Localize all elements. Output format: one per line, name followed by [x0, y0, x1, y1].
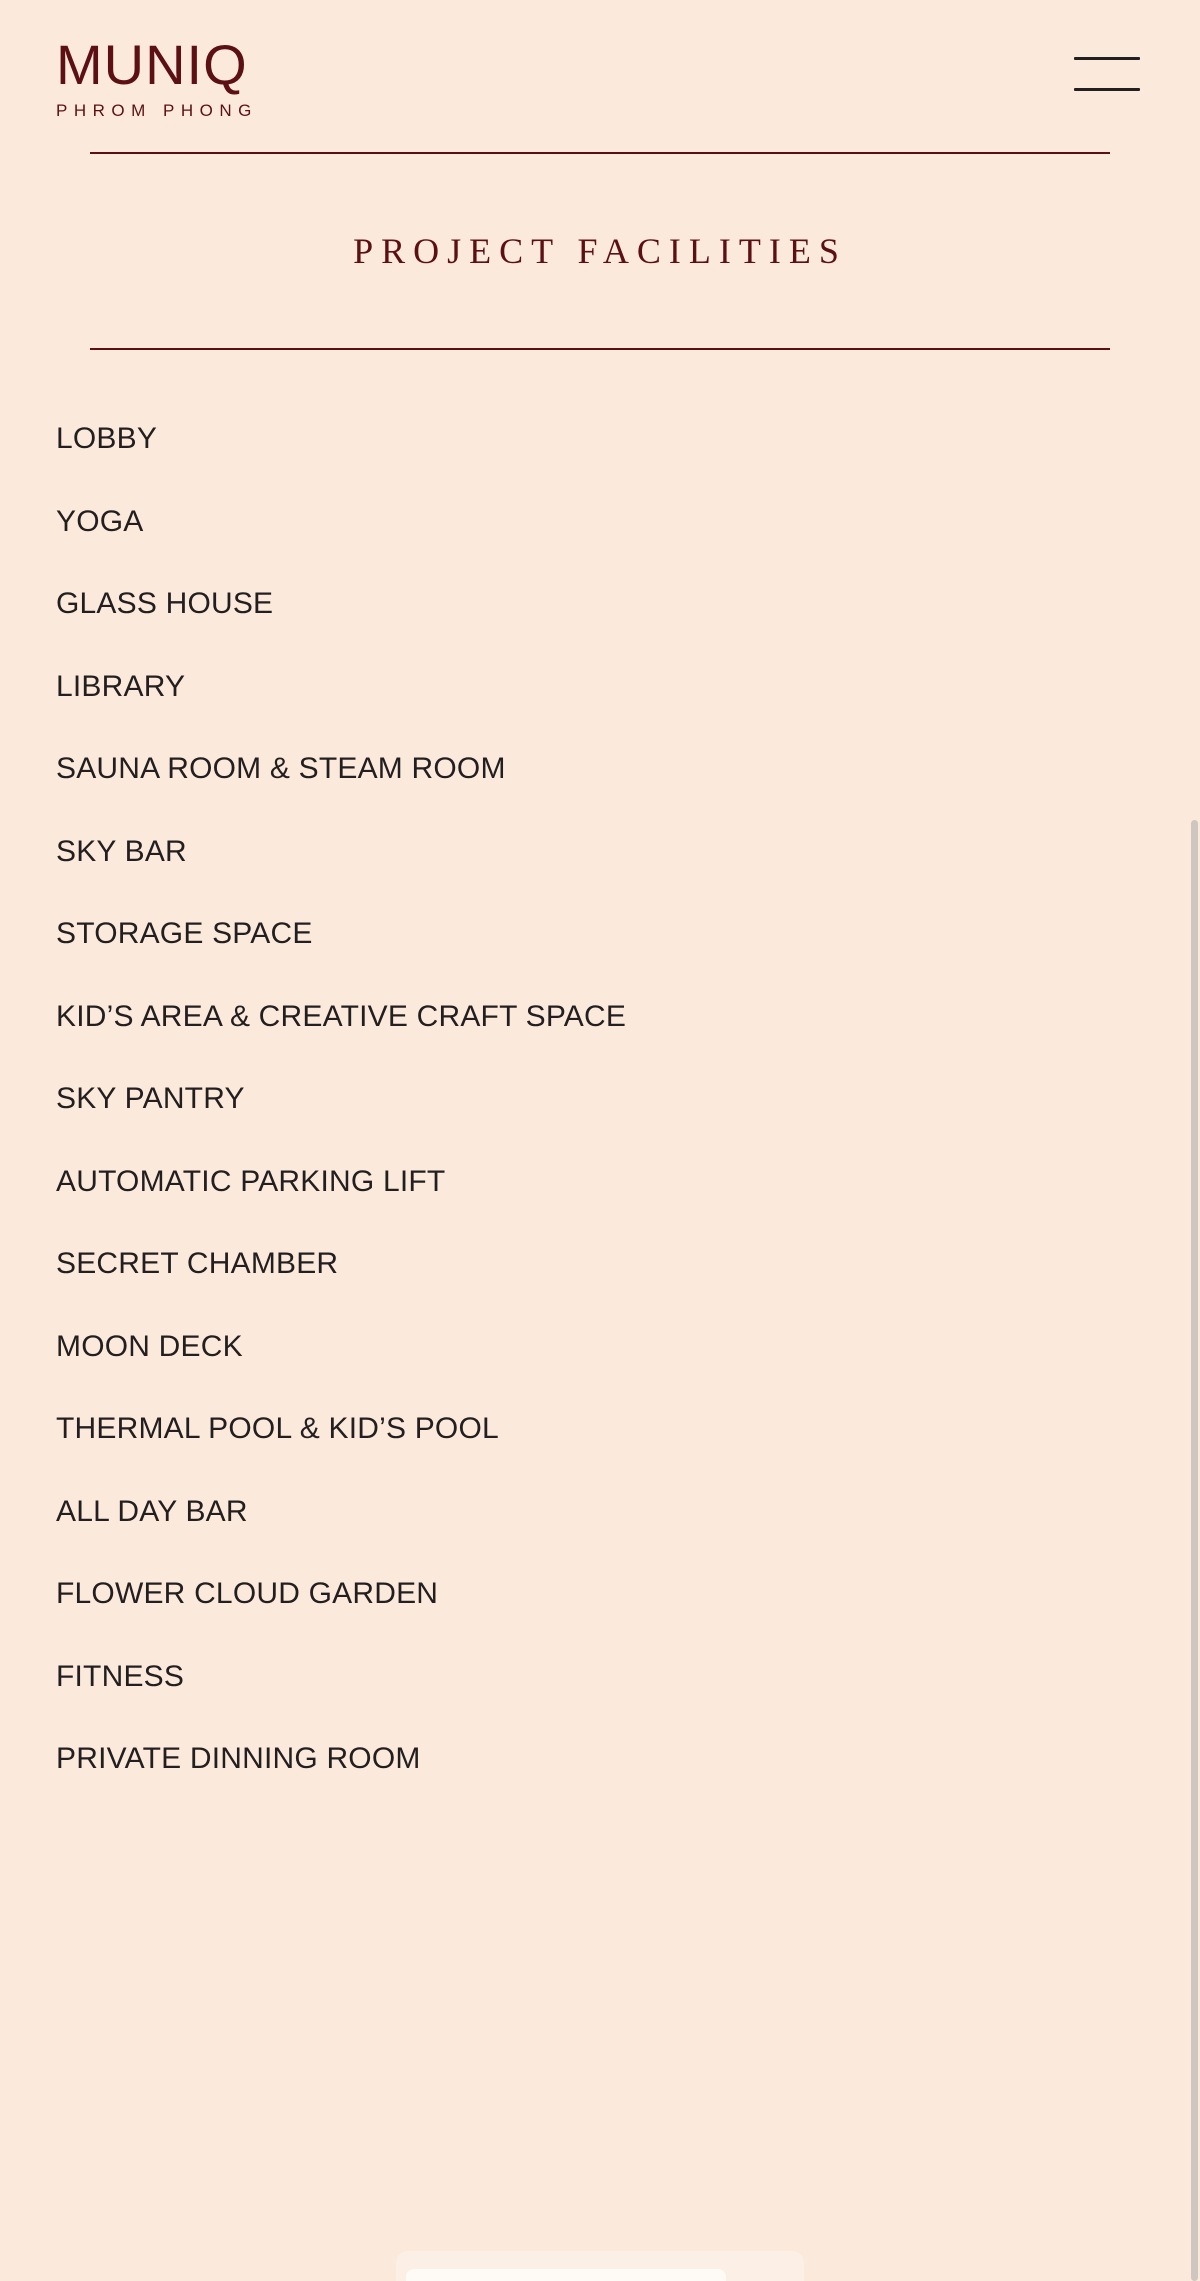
- list-item[interactable]: MOON DECK: [56, 1329, 243, 1363]
- list-item[interactable]: KID’S AREA & CREATIVE CRAFT SPACE: [56, 999, 627, 1033]
- list-item[interactable]: FLOWER CLOUD GARDEN: [56, 1577, 439, 1610]
- bottom-chrome-handle: [406, 2269, 726, 2281]
- page-scrollbar[interactable]: [1188, 0, 1200, 2281]
- hamburger-menu-icon[interactable]: [1074, 57, 1140, 91]
- hamburger-bar-bottom: [1074, 88, 1140, 91]
- list-item[interactable]: AUTOMATIC PARKING LIFT: [56, 1164, 446, 1198]
- list-item[interactable]: SKY BAR: [56, 834, 187, 868]
- project-facilities-section: [0, 152, 1200, 1825]
- bottom-chrome-pill: [396, 2251, 804, 2281]
- browser-bottom-chrome: [0, 2251, 1200, 2281]
- page-title: PROJECT FACILITIES: [353, 231, 847, 271]
- list-item[interactable]: PRIVATE DINNING ROOM: [56, 1742, 421, 1775]
- list-item[interactable]: YOGA: [56, 504, 144, 538]
- facility-list: [54, 350, 1146, 1825]
- list-item[interactable]: SAUNA ROOM & STEAM ROOM: [56, 752, 506, 785]
- list-item[interactable]: SECRET CHAMBER: [56, 1247, 339, 1280]
- list-item[interactable]: LIBRARY: [56, 669, 186, 703]
- list-item[interactable]: ALL DAY BAR: [56, 1494, 248, 1528]
- list-item[interactable]: STORAGE SPACE: [56, 917, 313, 950]
- scrollbar-thumb[interactable]: [1191, 820, 1198, 2281]
- brand-logo-word: MUNIQ: [56, 33, 248, 96]
- brand-logo-subtitle: PHROM PHONG: [56, 101, 258, 120]
- list-item[interactable]: SKY PANTRY: [56, 1082, 245, 1115]
- list-item[interactable]: GLASS HOUSE: [56, 587, 274, 620]
- hamburger-bar-top: [1074, 57, 1140, 60]
- list-item[interactable]: FITNESS: [56, 1659, 185, 1693]
- site-header: [0, 0, 1200, 152]
- brand-logo[interactable]: [56, 33, 258, 121]
- list-item[interactable]: THERMAL POOL & KID’S POOL: [56, 1412, 499, 1445]
- list-item[interactable]: LOBBY: [56, 422, 158, 455]
